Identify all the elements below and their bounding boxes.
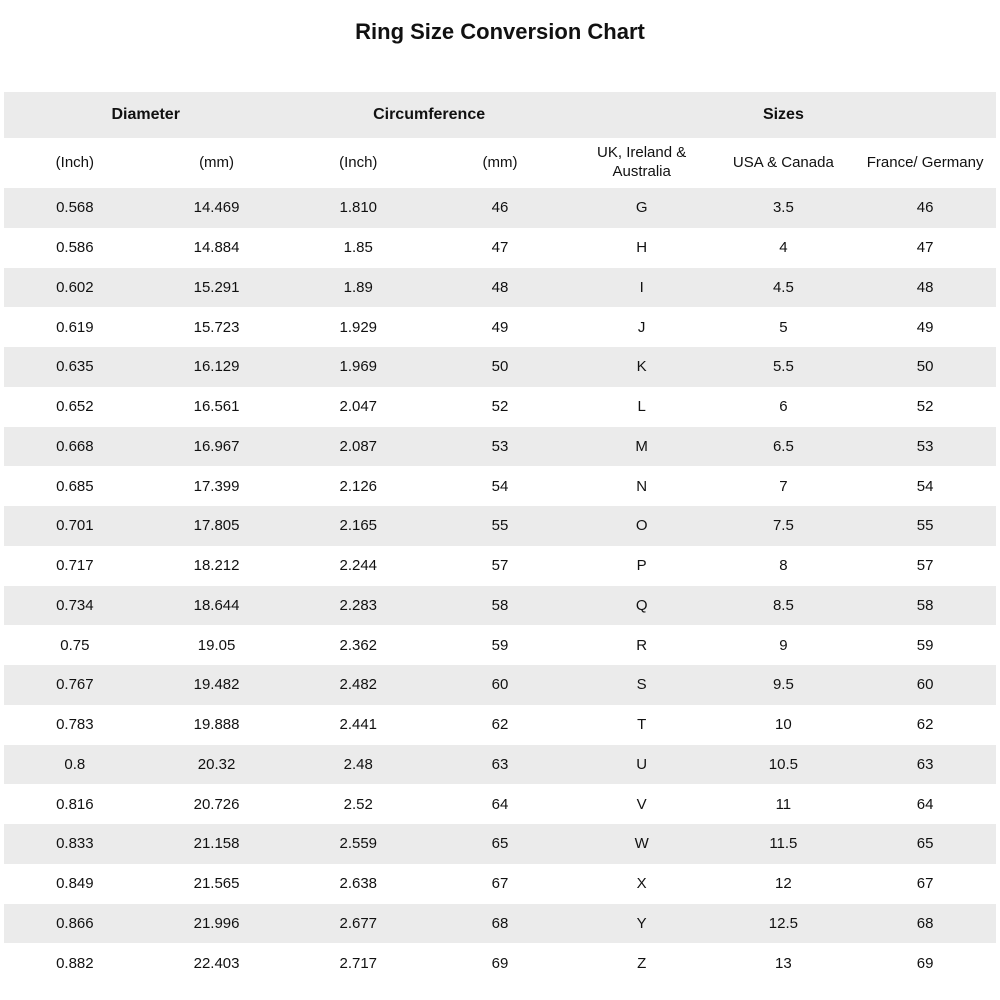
table-cell: 18.212: [193, 557, 240, 575]
table-cell: 2.047: [339, 398, 378, 416]
table-cell: 0.568: [56, 199, 94, 217]
table-cell: 21.996: [193, 914, 240, 932]
table-cell: 19.482: [193, 676, 240, 694]
table-cell: 16.561: [193, 398, 240, 416]
table-cell: 58: [916, 596, 934, 614]
table-cell: 49: [491, 318, 509, 336]
table-cell: 5.5: [772, 358, 794, 376]
table-cell: 19.05: [197, 636, 236, 654]
table-cell: J: [637, 318, 646, 336]
table-cell: 12: [775, 875, 792, 893]
table-cell: K: [636, 358, 647, 376]
table-cell: T: [637, 716, 647, 734]
table-cell: 8: [779, 557, 788, 575]
table-cell: 67: [916, 875, 934, 893]
table-row: [4, 546, 996, 586]
table-cell: L: [637, 398, 646, 416]
table-row: [4, 387, 996, 427]
table-cell: 52: [491, 398, 509, 416]
table-cell: 0.783: [56, 716, 94, 734]
table-cell: 67: [491, 875, 509, 893]
table-cell: 7: [779, 477, 788, 495]
group-header-diameter: Diameter: [4, 92, 287, 138]
table-row: [4, 943, 996, 983]
table-cell: 0.717: [56, 557, 94, 575]
table-cell: 2.677: [339, 914, 378, 932]
table-cell: 3.5: [772, 199, 794, 217]
table-cell: I: [639, 278, 644, 296]
table-cell: 1.810: [339, 199, 378, 217]
page-title: Ring Size Conversion Chart: [355, 19, 645, 44]
table-cell: 52: [916, 398, 934, 416]
table-cell: 0.619: [56, 318, 94, 336]
table-cell: 2.087: [339, 437, 378, 455]
table-cell: 2.126: [339, 477, 378, 495]
group-header-circumference: Circumference: [287, 92, 570, 138]
table-row: [4, 347, 996, 387]
table-cell: 17.805: [193, 517, 240, 535]
table-cell: 18.644: [193, 596, 240, 614]
table-cell: 0.635: [56, 358, 94, 376]
table-row: [4, 665, 996, 705]
table-row: [4, 904, 996, 944]
table-cell: 47: [491, 239, 509, 257]
table-cell: 63: [916, 755, 934, 773]
table-cell: 0.734: [56, 596, 94, 614]
table-cell: 13: [775, 954, 792, 972]
table-cell: R: [636, 636, 648, 654]
table-cell: 0.882: [56, 954, 94, 972]
table-row: [4, 586, 996, 626]
table-cell: 47: [916, 239, 934, 257]
table-cell: 0.75: [60, 636, 90, 654]
table-row: [4, 466, 996, 506]
table-cell: 68: [916, 914, 934, 932]
table-cell: 0.833: [56, 835, 94, 853]
table-cell: W: [634, 835, 649, 853]
table-cell: 14.884: [193, 239, 240, 257]
table-cell: 4: [779, 239, 788, 257]
table-cell: 1.969: [339, 358, 378, 376]
table-cell: 2.165: [339, 517, 378, 535]
table-cell: 6.5: [772, 437, 794, 455]
table-cell: 69: [491, 954, 509, 972]
table-cell: 0.685: [56, 477, 94, 495]
table-cell: 65: [491, 835, 509, 853]
table-cell: M: [635, 437, 648, 455]
table-cell: 0.602: [56, 278, 94, 296]
table-cell: H: [636, 239, 648, 257]
table-cell: 0.652: [56, 398, 94, 416]
table-cell: 2.559: [339, 835, 378, 853]
table-cell: 0.586: [56, 239, 94, 257]
table-cell: 0.701: [56, 517, 94, 535]
table-cell: 53: [491, 437, 509, 455]
table-cell: 63: [491, 755, 509, 773]
table-cell: 60: [491, 676, 509, 694]
table-cell: O: [635, 517, 648, 535]
table-cell: 2.283: [339, 596, 378, 614]
table-cell: 2.244: [339, 557, 378, 575]
table-cell: Y: [636, 914, 647, 932]
table-row: [4, 228, 996, 268]
table-cell: 69: [916, 954, 934, 972]
table-cell: 7.5: [772, 517, 794, 535]
table-row: [4, 864, 996, 904]
column-header-circumference-mm: (mm): [429, 138, 571, 188]
table-cell: 17.399: [193, 477, 240, 495]
column-header-usa-canada: USA & Canada: [713, 138, 855, 188]
table-cell: 6: [779, 398, 788, 416]
table-cell: 50: [491, 358, 509, 376]
table-cell: 0.849: [56, 875, 94, 893]
table-cell: 2.52: [343, 795, 373, 813]
table-cell: 48: [916, 278, 934, 296]
table-cell: 49: [916, 318, 934, 336]
table-cell: X: [636, 875, 647, 893]
table-cell: 59: [491, 636, 509, 654]
table-cell: 10: [775, 716, 792, 734]
table-cell: 60: [916, 676, 934, 694]
table-cell: 1.85: [343, 239, 373, 257]
table-cell: 10.5: [768, 755, 798, 773]
table-cell: S: [636, 676, 647, 694]
table-row: [4, 824, 996, 864]
table-cell: 0.816: [56, 795, 94, 813]
table-row: [4, 745, 996, 785]
table-cell: 21.565: [193, 875, 240, 893]
table-cell: 5: [779, 318, 788, 336]
table-cell: 2.362: [339, 636, 378, 654]
table-cell: 12.5: [768, 914, 798, 932]
table-cell: 46: [491, 199, 509, 217]
group-header-sizes: Sizes: [571, 92, 996, 138]
table-cell: 2.441: [339, 716, 378, 734]
table-cell: 53: [916, 437, 934, 455]
table-header: [4, 92, 996, 188]
table-cell: 0.668: [56, 437, 94, 455]
table-cell: V: [636, 795, 647, 813]
table-row: [4, 268, 996, 308]
table-cell: 16.967: [193, 437, 240, 455]
table-cell: 11.5: [769, 835, 798, 853]
table-cell: 21.158: [193, 835, 240, 853]
table-cell: 57: [491, 557, 509, 575]
table-cell: 55: [491, 517, 509, 535]
table-cell: 55: [916, 517, 934, 535]
table-cell: Q: [635, 596, 648, 614]
table-cell: 22.403: [193, 954, 240, 972]
table-row: [4, 625, 996, 665]
column-header-diameter-mm: (mm): [146, 138, 288, 188]
table-cell: 59: [916, 636, 934, 654]
table-cell: 0.767: [56, 676, 94, 694]
table-cell: 54: [916, 477, 934, 495]
column-header-diameter-inch: (Inch): [4, 138, 146, 188]
table-cell: 9.5: [772, 676, 794, 694]
table-cell: 19.888: [193, 716, 240, 734]
table-cell: P: [636, 557, 647, 575]
ring-size-table: [4, 92, 996, 983]
table-cell: U: [636, 755, 648, 773]
table-cell: 64: [491, 795, 509, 813]
table-cell: 0.866: [56, 914, 94, 932]
table-cell: 68: [491, 914, 509, 932]
table-cell: 54: [491, 477, 509, 495]
table-cell: 8.5: [772, 596, 794, 614]
table-cell: 62: [916, 716, 934, 734]
table-row: [4, 307, 996, 347]
table-cell: 15.723: [193, 318, 240, 336]
table-cell: 4.5: [772, 278, 794, 296]
table-row: [4, 506, 996, 546]
table-cell: 1.929: [339, 318, 378, 336]
table-cell: N: [636, 477, 648, 495]
table-cell: 48: [491, 278, 509, 296]
table-row: [4, 705, 996, 745]
table-cell: 50: [916, 358, 934, 376]
table-row: [4, 784, 996, 824]
table-cell: 58: [491, 596, 509, 614]
column-header-france-germany: France/ Germany: [854, 138, 996, 188]
table-cell: 64: [916, 795, 934, 813]
table-cell: 16.129: [193, 358, 240, 376]
table-cell: 1.89: [343, 278, 373, 296]
table-cell: 2.48: [343, 755, 373, 773]
table-cell: 2.717: [339, 954, 378, 972]
table-row: [4, 188, 996, 228]
column-header-circumference-inch: (Inch): [287, 138, 429, 188]
table-cell: 2.638: [339, 875, 378, 893]
table-cell: 20.32: [197, 755, 236, 773]
table-cell: 65: [916, 835, 934, 853]
table-cell: 62: [491, 716, 509, 734]
table-row: [4, 427, 996, 467]
group-header-row: [4, 92, 996, 138]
column-header-row: [4, 138, 996, 188]
table-cell: 9: [779, 636, 788, 654]
table-cell: 46: [916, 199, 934, 217]
table-cell: G: [635, 199, 648, 217]
table-cell: 20.726: [193, 795, 240, 813]
table-cell: 57: [916, 557, 934, 575]
table-cell: 2.482: [339, 676, 378, 694]
table-body: [4, 188, 996, 983]
table-cell: 11: [775, 795, 792, 813]
table-cell: 0.8: [64, 755, 86, 773]
table-cell: Z: [637, 954, 647, 972]
column-header-uk-ireland-australia: UK, Ireland & Australia: [571, 138, 713, 188]
table-cell: 14.469: [193, 199, 240, 217]
table-cell: 15.291: [193, 278, 240, 296]
